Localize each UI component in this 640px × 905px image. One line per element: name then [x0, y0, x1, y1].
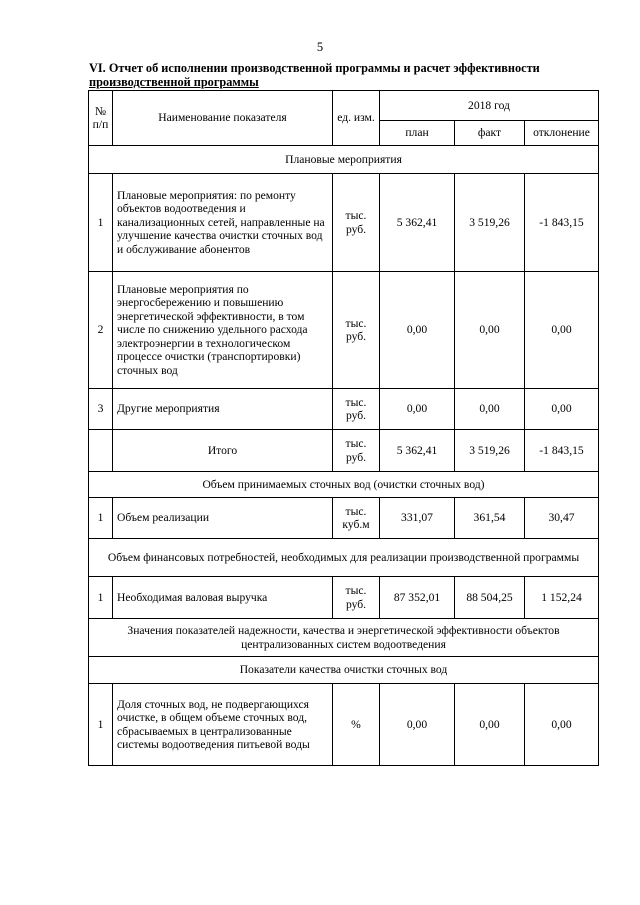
table-row	[89, 174, 599, 272]
table-row	[89, 272, 599, 389]
total-fact: 3 519,26	[455, 430, 525, 472]
section-title-indicators: Значения показателей надежности, качества и энергетической эффективности объектов централизованных систем водоотведения	[89, 619, 599, 657]
row-fact: 0,00	[455, 684, 525, 766]
row-deviation: 0,00	[525, 684, 599, 766]
total-row	[89, 430, 599, 472]
row-name: Доля сточных вод, не подвергающихся очистке, в общем объеме сточных вод, сбрасываемых в централизованные системы водоотведения питьевой воды	[113, 684, 333, 766]
row-num: 1	[89, 498, 113, 539]
section-title-finance: Объем финансовых потребностей, необходимых для реализации производственной программы	[89, 539, 599, 577]
row-plan: 87 352,01	[380, 577, 455, 619]
table-row	[89, 577, 599, 619]
row-deviation: 1 152,24	[525, 577, 599, 619]
row-deviation: 0,00	[525, 389, 599, 430]
row-unit: тыс. руб.	[333, 577, 380, 619]
row-plan: 0,00	[380, 272, 455, 389]
total-plan: 5 362,41	[380, 430, 455, 472]
section-title-volume: Объем принимаемых сточных вод (очистки сточных вод)	[89, 472, 599, 498]
row-unit: тыс. руб.	[333, 389, 380, 430]
row-deviation: -1 843,15	[525, 174, 599, 272]
row-fact: 3 519,26	[455, 174, 525, 272]
section-title-row	[89, 619, 599, 657]
header-year: 2018 год	[380, 91, 599, 121]
total-num	[89, 430, 113, 472]
header-fact: факт	[455, 121, 525, 146]
total-unit: тыс. руб.	[333, 430, 380, 472]
header-num: № п/п	[89, 91, 113, 146]
section-title-row	[89, 657, 599, 684]
row-plan: 331,07	[380, 498, 455, 539]
heading-line-1: VI. Отчет об исполнении производственной программы и расчет эффективности	[89, 61, 540, 75]
header-deviation: отклонение	[525, 121, 599, 146]
section-title-row	[89, 472, 599, 498]
row-fact: 361,54	[455, 498, 525, 539]
row-fact: 88 504,25	[455, 577, 525, 619]
production-program-table	[88, 90, 599, 766]
section-title-row	[89, 539, 599, 577]
header-name: Наименование показателя	[113, 91, 333, 146]
row-plan: 5 362,41	[380, 174, 455, 272]
row-num: 3	[89, 389, 113, 430]
header-row	[89, 91, 599, 121]
row-deviation: 0,00	[525, 272, 599, 389]
total-name: Итого	[113, 430, 333, 472]
section-title-row	[89, 146, 599, 174]
row-unit: тыс. руб.	[333, 174, 380, 272]
section-title-planned: Плановые мероприятия	[89, 146, 599, 174]
row-name: Другие мероприятия	[113, 389, 333, 430]
page-number: 5	[316, 40, 324, 54]
row-plan: 0,00	[380, 684, 455, 766]
row-unit: тыс. руб.	[333, 272, 380, 389]
row-name: Плановые мероприятия по энергосбережению и повышению энергетической эффективности, в том числе по снижению удельного расхода электроэнергии в технологическом процессе очистки (транспортировки) сточных вод	[113, 272, 333, 389]
section-title-quality: Показатели качества очистки сточных вод	[89, 657, 599, 684]
row-fact: 0,00	[455, 272, 525, 389]
row-name: Необходимая валовая выручка	[113, 577, 333, 619]
row-num: 1	[89, 174, 113, 272]
table-row	[89, 498, 599, 539]
row-num: 1	[89, 684, 113, 766]
row-fact: 0,00	[455, 389, 525, 430]
row-name: Плановые мероприятия: по ремонту объектов водоотведения и канализационных сетей, направленные на улучшение качества очистки сточных вод и обслуживание абонентов	[113, 174, 333, 272]
header-unit: ед. изм.	[333, 91, 380, 146]
row-num: 2	[89, 272, 113, 389]
row-unit: тыс. куб.м	[333, 498, 380, 539]
table-row	[89, 684, 599, 766]
row-plan: 0,00	[380, 389, 455, 430]
row-deviation: 30,47	[525, 498, 599, 539]
row-unit: %	[333, 684, 380, 766]
row-name: Объем реализации	[113, 498, 333, 539]
section-heading	[89, 61, 598, 89]
header-plan: план	[380, 121, 455, 146]
table-row	[89, 389, 599, 430]
total-deviation: -1 843,15	[525, 430, 599, 472]
row-num: 1	[89, 577, 113, 619]
heading-line-2: производственной программы	[89, 75, 259, 89]
